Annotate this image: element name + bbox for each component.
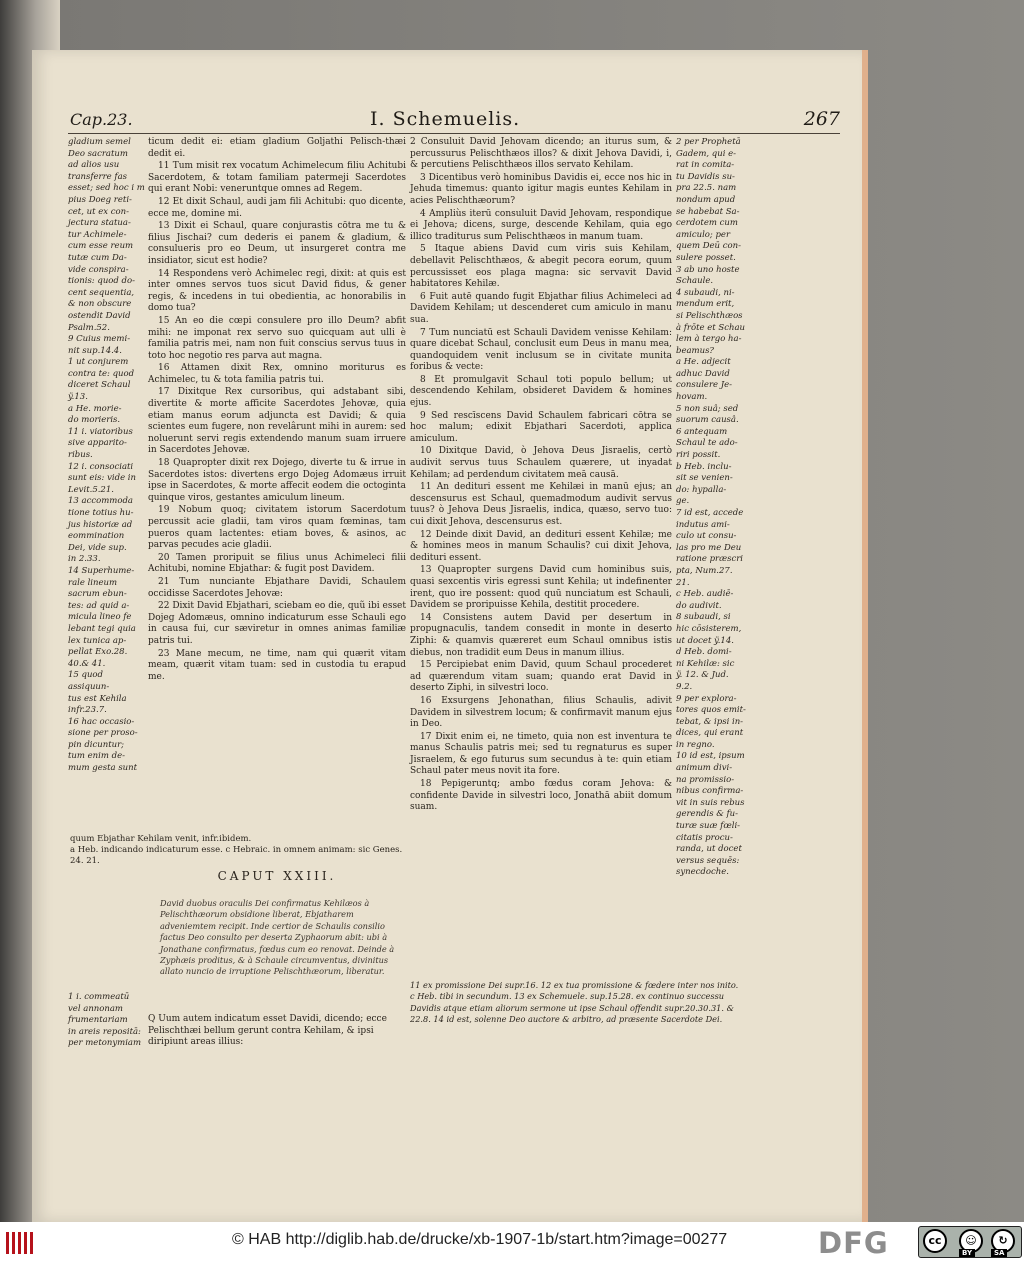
first-verse: Q Uum autem indicatum esset Davidi, dicendo; ecce Pelischthæi bellum gerunt contra Kehilam, & ipsi diripiunt areas illius: [148, 1014, 387, 1048]
verse: 14 Consistens autem David per desertum in propugnaculis, tandem consedit in monte in deserto Ziphi: & quamvis quæreret eum Schaul omnibus istis diebus, non tradidit eum Deus in manum illius. [410, 612, 672, 658]
verse: 15 An eo die cœpi consulere pro illo Deum? abfit mihi: ne imponat rex servo suo quicquam aut ulli è familia patris mei, nam non fuit conscius servus tuus in toto hoc negotio res parva aut magna. [148, 315, 406, 361]
margin-note-line: tione totius hu- [68, 508, 134, 518]
margin-note-line: lex tunica ap- [68, 635, 127, 646]
footnotes-right [410, 980, 750, 1026]
hab-logo-icon [4, 1228, 38, 1256]
footer-bar [0, 1222, 1024, 1261]
margin-note-line: in 2.33. [68, 554, 101, 565]
margin-note-line: tebat, & ipsi in- [676, 716, 744, 727]
verse: 2 Consuluit David Jehovam dicendo; an iturus sum, & percussurus Pelischthæos illos? & dixit Jehova Davidi, i, & percutiens Pelischthæos illos servato Kehilam. [410, 137, 672, 171]
verse: 18 Pepigeruntq; ambo fœdus coram Jehova: & confidente Davide in silvestri loco, Jonathā abiit domum suam. [410, 779, 672, 813]
by-label: BY [959, 1249, 975, 1257]
margin-note-line: indutus ami- [676, 519, 730, 530]
margin-note-line: 21. [676, 577, 690, 588]
margin-note-line: 8 subaudi, si [676, 612, 731, 623]
margin-note-line: diceret Schaul [68, 380, 131, 391]
footnote: quum Ebjathar Kehilam venit, infr.ibidem. [70, 834, 252, 844]
page-edge [862, 50, 868, 1222]
verse: 21 Tum nunciante Ebjathare Davidi, Schaulem occidisse Sacerdotes Jehovæ: [148, 576, 406, 599]
margin-note-line: 4 subaudi, ni- [676, 287, 735, 298]
verse: 8 Et promulgavit Schaul toti populo bellum; ut descendendo Kehilam, obsideret Davidem & homines ejus. [410, 374, 672, 409]
verse: 16 Attamen dixit Rex, omnino moriturus es Achimelec, tu & tota familia patris tui. [148, 363, 406, 385]
verse: 14 Respondens verò Achimelec regi, dixit: at quis est inter omnes servos tuos sicut David fidus, & gener regis, & incedens in tui obedientia, ac honorabilis in domo tua? [148, 268, 406, 314]
margin-note-line: 14 Superhume- [68, 565, 135, 576]
margin-note-line: pta, Num.27. [676, 565, 733, 576]
margin-note-line: 9.2. [676, 681, 693, 692]
sa-label: SA [991, 1249, 1007, 1257]
margin-note-line: las pro me Deu [676, 542, 742, 553]
margin-note-line: frumentariam [68, 1015, 128, 1026]
verse: 11 Tum misit rex vocatum Achimelecum filiu Achitubi Sacerdotem, & totam familiam patermeji Sacerdotes qui erant Nobi: veneruntque omnes ad Regem. [148, 161, 406, 195]
margin-note-line: 7 id est, accede [676, 508, 744, 518]
margin-note-line: nondum apud [676, 194, 736, 205]
margin-note-line: pius Doeg reti- [68, 194, 132, 205]
verse: 6 Fuit autē quando fugit Ebjathar filius Achimeleci ad Davidem Kehilam; ut descenderet cum amiculo in manu sua. [410, 291, 672, 325]
margin-note-line: mendum erit, [676, 299, 735, 310]
header-rule [68, 133, 840, 134]
margin-note-line: mum gesta sunt [68, 763, 138, 774]
margin-note-line: 16 hac occasio- [68, 716, 135, 727]
margin-note-line: esset; sed hoc i m [68, 183, 145, 194]
footnotes-left [70, 834, 406, 868]
margin-note-line: 15 quod assiquun- [68, 670, 110, 692]
margin-note-line: dices, qui erant [676, 728, 744, 739]
chapter-heading: CAPUT XXIII. [217, 869, 337, 883]
margin-note-line: lem à tergo ha- [676, 334, 742, 345]
verse: 7 Tum nunciatū est Schauli Davidem venisse Kehilam: quare dicebat Schaul, conclusit eum Deus in manu mea, quandoquidem venit inclusum se in civitate munita foribus & vecte: [410, 327, 672, 373]
copyright-url[interactable]: © HAB http://diglib.hab.de/drucke/xb-1907-1b/start.htm?image=00277 [232, 1231, 728, 1248]
margin-note-line: 13 accommoda [68, 496, 133, 507]
cc-license-badge[interactable] [918, 1226, 1022, 1258]
margin-note-line: vit in suis rebus [676, 797, 745, 808]
margin-note-line: tionis: quod do- [68, 276, 135, 287]
margin-note-line: turæ suæ fœli- [676, 821, 741, 832]
margin-note-line: a He. adjecit [676, 357, 731, 368]
main-column-left [148, 137, 406, 684]
margin-note-line: 9 Cuius memi- [68, 334, 131, 345]
margin-note-line: Psalm.52. [68, 322, 110, 333]
margin-note-line: 1 ut conjurem [68, 357, 129, 368]
verse: 20 Tamen proripuit se filius unus Achimeleci filii Achitubi, nomine Ebjathar: & fugit post Davidem. [148, 552, 406, 575]
verse: 11 An dedituri essent me Kehilæi in manū ejus; an descensurus est Schaul, quemadmodum audivit servus tuus? ò Jehova Deus Jisraelis, indica, quæso, servo tuo: cui dixit Jehova, descensurus est. [410, 482, 672, 527]
margin-note-line: tores quos emit- [676, 705, 746, 716]
margin-note-line: tum enim de- [68, 751, 125, 762]
footnote: c Heb. tibi in secundum. 13 ex Schemuele. sup.15.28. ex continuo successu Davidis atque etiam aliorum sermone ut ipse Schaul offendit supr.20.30.31. & 22.8. 14 id est, solenne Deo auctore & arbitro, ad præsente Sacerdote Dei. [410, 991, 734, 1025]
margin-note-line: versus sequēs: [676, 855, 740, 866]
margin-note-line: gerendis & fu- [676, 809, 739, 820]
margin-note-line: 6 antequam [676, 426, 728, 437]
margin-note-line: 9 per explora- [676, 693, 737, 704]
margin-note-line: per metonymiam [68, 1038, 142, 1049]
by-icon: ☺ [959, 1229, 983, 1253]
margin-note-line: a He. morie- [68, 403, 122, 414]
verse: 12 Et dixit Schaul, audi jam fili Achitubi: quo dicente, ecce me, domine mi. [148, 196, 406, 219]
margin-note-line: sacrum ebun- [68, 589, 127, 600]
verse: 16 Exsurgens Jehonathan, filius Schaulis, adivit Davidem in silvestrem locum; & confirmavit manum ejus in Deo. [410, 695, 672, 730]
margin-note-line: citatis procu- [676, 832, 733, 843]
main-column-right [410, 137, 672, 815]
margin-note-line: si Pelischthæos [676, 310, 743, 321]
margin-note-line: transferre fas [68, 171, 127, 182]
margin-note-line: Gadem, qui e- [676, 148, 737, 159]
margin-note-line: Schaule. [676, 276, 714, 287]
dfg-logo: DFG [818, 1226, 889, 1260]
margin-note-line: micula lineo fe [68, 612, 132, 623]
margin-note-line: ribus. [68, 450, 93, 461]
margin-note-line: jus historiæ ad [68, 519, 133, 530]
margin-note-line: Deo sacratum [68, 148, 128, 159]
verse: 15 Percipiebat enim David, quum Schaul procederet ad quærendum vitam suam; quando erat David in deserto Ziphi, in silvestri loco. [410, 660, 672, 694]
verse: 17 Dixit enim ei, ne timeto, quia non est inventura te manus Schaulis patris mei; sed tu regnaturus es super Jisraelem, & ego futurus sum secundus à te: quin etiam Schaul pater meus novit ita fore. [410, 731, 672, 777]
margin-note-line: 5 non suâ; sed [676, 403, 739, 414]
margin-note-line: cerdotem cum [676, 218, 738, 229]
left-margin-notes [68, 137, 146, 775]
margin-note-line: infr.23.7. [68, 705, 107, 716]
page-number: 267 [803, 108, 840, 130]
margin-note-line: do audivit. [676, 600, 722, 611]
margin-note-line: sunt eis: vide in [68, 473, 136, 484]
margin-note-line: nibus confirma- [676, 786, 744, 797]
margin-note-line: vel annonam [68, 1003, 123, 1014]
margin-note-line: 1 i. commeatū [68, 992, 130, 1002]
margin-note-line: ge. [676, 496, 690, 507]
cc-icon: cc [923, 1229, 947, 1253]
margin-note-line: cet, ut ex con- [68, 206, 129, 217]
margin-note-line: rat in comita- [676, 160, 735, 171]
margin-note-line: synecdoche. [676, 867, 729, 878]
margin-note-line: sit se venien- [676, 473, 733, 484]
margin-note-line: sione per proso- [68, 728, 138, 739]
margin-note-line: ostendit David [68, 310, 131, 321]
footnote: 11 ex promissione Dei supr.16. 12 ex tua promissione & fœdere inter nos inito. [410, 980, 739, 990]
margin-note-line: ad alios usu [68, 160, 120, 171]
verse: 22 Dixit David Ebjathari, sciebam eo die, quũ ibi esset Dojeg Adomæus, omnino indicaturum esse Schauli ego in causa fui, cur sæviretur in omnes animas familiæ patris tui. [148, 601, 406, 646]
margin-note-line: sulere posset. [676, 252, 736, 263]
verse: 17 Dixitque Rex cursoribus, qui adstabant sibi, divertite & morte afficite Sacerdotes Jehovæ, quia etiam manus eorum adjuncta est Davidi; & quia scientes eum fugere, non revelârunt mihi in aurem: sed noluerunt servi regis extendendo manum suam irruere in Sacerdotes Jehovæ. [148, 387, 406, 456]
margin-note-line: tur Achimele- [68, 229, 127, 240]
margin-note-line: quem Deū con- [676, 241, 741, 252]
right-margin-notes [676, 137, 752, 879]
margin-note-line: Schaul te ado- [676, 438, 738, 449]
book-title: I. Schemuelis. [370, 108, 521, 130]
margin-note-line: do: hypalla- [676, 484, 727, 495]
margin-note-line: suorum causâ. [676, 415, 739, 426]
margin-note-line: contra te: quod [68, 368, 135, 379]
left-margin-notes-bottom [68, 992, 146, 1050]
margin-note-line: do morieris. [68, 415, 121, 426]
margin-note-line: vide conspira- [68, 264, 129, 275]
margin-note-line: à frōte et Schau [676, 322, 745, 333]
chapter-label: Cap.23. [70, 110, 133, 129]
verse: 9 Sed rescīscens David Schaulem fabricari cōtra se hoc malum; edixit Ebjathari Sacerdoti, applica amiculum. [410, 410, 672, 444]
verse: 18 Quapropter dixit rex Dojego, diverte tu & irrue in Sacerdotes istos: divertens ergo Dojeg Adomæus irruit ipse in Sacerdotes, & morte affecit eodem die octoginta quinque viros, gestantes amiculum lineum. [148, 458, 406, 503]
margin-note-line: ÿ. 12. & Jud. [676, 670, 729, 681]
margin-note-line: hovam. [676, 392, 708, 403]
verse: 13 Dixit ei Schaul, quare conjurastis cōtra me tu & filius Jischai? cum dederis ei panem & gladium, & consulueris pro eo Deum, ut insurgeret contra me insidiator, sicut est hodie? [148, 221, 406, 266]
margin-note-line: hic cōsisterem, [676, 623, 742, 634]
margin-note-line: pellat Exo.28. [68, 647, 128, 658]
margin-note-line: eommination [68, 531, 125, 542]
margin-note-line: randa, ut docet [676, 844, 742, 855]
margin-note-line: ut docet ÿ.14. [676, 635, 734, 646]
margin-note-line: ratione præscri [676, 554, 743, 565]
margin-note-line: tus est Kehila [68, 693, 127, 704]
verse: 5 Itaque abiens David cum viris suis Kehilam, debellavit Pelischthæos, & abegit pecora eorum, quum percussisset eos plaga magna: sic servavit David habitatores Kehilæ. [410, 244, 672, 290]
margin-note-line: gladium semel [68, 137, 131, 147]
sa-icon: ↻ [991, 1229, 1015, 1253]
margin-note-line: c Heb. audiē- [676, 589, 734, 600]
margin-note-line: tu Davidis su- [676, 171, 735, 182]
margin-note-line: Levit.5.21. [68, 484, 114, 495]
verse: 23 Mane mecum, ne time, nam qui quærit vitam meam, quærit vitam tuam: sed in custodia tu erapud me. [148, 648, 406, 682]
margin-note-line: 11 i. viatoribus [68, 426, 133, 437]
margin-note-line: 2 per Prophetā [676, 137, 741, 147]
margin-note-line: b Heb. inclu- [676, 461, 732, 472]
margin-note-line: adhuc David [676, 368, 730, 379]
margin-note-line: pra 22.5. nam [676, 183, 737, 194]
margin-note-line: 40.& 41. [68, 658, 106, 669]
margin-note-line: ÿ.13. [68, 392, 88, 403]
margin-note-line: 12 i. consociati [68, 461, 134, 472]
margin-note-line: tutæ cum Da- [68, 252, 127, 263]
chapter-summary: David duobus oraculis Dei confirmatus Kehilæos à Pelischthæorum obsidione liberat, Ebjatharem adveniemtem recipit. Inde certior de Schaulis consilio factus Deo consulto per deserta Zyphaorum abit: ubi à Jonathane confirmatus, fœdus cum eo renovat. Deinde à Zyphæis proditus, & à Schaule circumventus, divinitus allato nuncio de irruptione Pelischthæorum, liberatur. [160, 898, 395, 977]
margin-note-line: na promissio- [676, 774, 735, 785]
footnote: a Heb. indicando indicaturum esse. c Hebraic. in omnem animam: sic Genes. 24. 21. [70, 845, 403, 867]
margin-note-line: Dei, vide sup. [68, 542, 127, 553]
verse: 10 Dixitque David, ò Jehova Deus Jisraelis, certò audivit servus tuus Schaulem quærere, ut inyadat Kehilam; ad perdendum civitatem meā causā. [410, 446, 672, 480]
margin-note-line: tes: ad quid a- [68, 600, 130, 611]
margin-note-line: jectura statua- [68, 218, 131, 229]
verse: 3 Dicentibus verò hominibus Davidis ei, ecce nos hic in Jehuda timemus: quanto igitur magis euntes Kehilam in acies Pelischthæorum? [410, 172, 672, 206]
margin-note-line: amiculo; per [676, 229, 731, 240]
verse: 19 Nobum quoq; civitatem istorum Sacerdotum percussit acie gladii, tam viros quam fœminas, tam pueros quam lactentes: etiam boves, & asinos, ac parvas pecudes acie gladii. [148, 505, 406, 551]
margin-note-line: lebant tegi quia [68, 623, 136, 634]
verse: 13 Quapropter surgens David cum hominibus suis, quasi sexcentis viris egressi sunt Kehila; ut indefinenter irent, quo ire possent: quod quū nunciatum est Schauli, Davidem se proripuisse Kehila, destitit procedere. [410, 565, 672, 611]
margin-note-line: d Heb. domi- [676, 647, 732, 658]
margin-note-line: riri possit. [676, 450, 721, 461]
margin-note-line: nit sup.14.4. [68, 345, 122, 356]
margin-note-line: & non obscure [68, 299, 132, 310]
margin-note-line: rale lineum [68, 577, 118, 588]
margin-note-line: pin dicuntur; [68, 739, 125, 750]
margin-note-line: se habebat Sa- [676, 206, 740, 217]
verse: 12 Deinde dixit David, an dedituri essent Kehilæ; me & homines meos in manum Schaulis? cui dixit Jehova, dedituri essent. [410, 529, 672, 563]
verse: ticum dedit ei: etiam gladium Goljathi Pelisch-thæi dedit ei. [148, 137, 406, 159]
margin-note-line: in regno. [676, 739, 715, 750]
margin-note-line: cum esse reum [68, 241, 134, 252]
margin-note-line: 3 ab uno hoste [676, 264, 740, 275]
margin-note-line: in areis repositā: [68, 1026, 141, 1037]
margin-note-line: consulere Je- [676, 380, 733, 391]
verse: 4 Ampliùs iterū consuluit David Jehovam, respondique ei Jehova; dicens, surge, descende Kehilam, quia ego illico traditurus sum Pelischthæos in manum tuam. [410, 208, 672, 242]
margin-note-line: 10 id est, ipsum [676, 751, 745, 762]
margin-note-line: beamus? [676, 345, 714, 356]
margin-note-line: sive apparito- [68, 438, 127, 449]
margin-note-line: cent sequentia, [68, 287, 135, 298]
margin-note-line: ni Kehilæ: sic [676, 658, 735, 669]
margin-note-line: animum divi- [676, 763, 733, 774]
margin-note-line: culo ut consu- [676, 531, 737, 542]
